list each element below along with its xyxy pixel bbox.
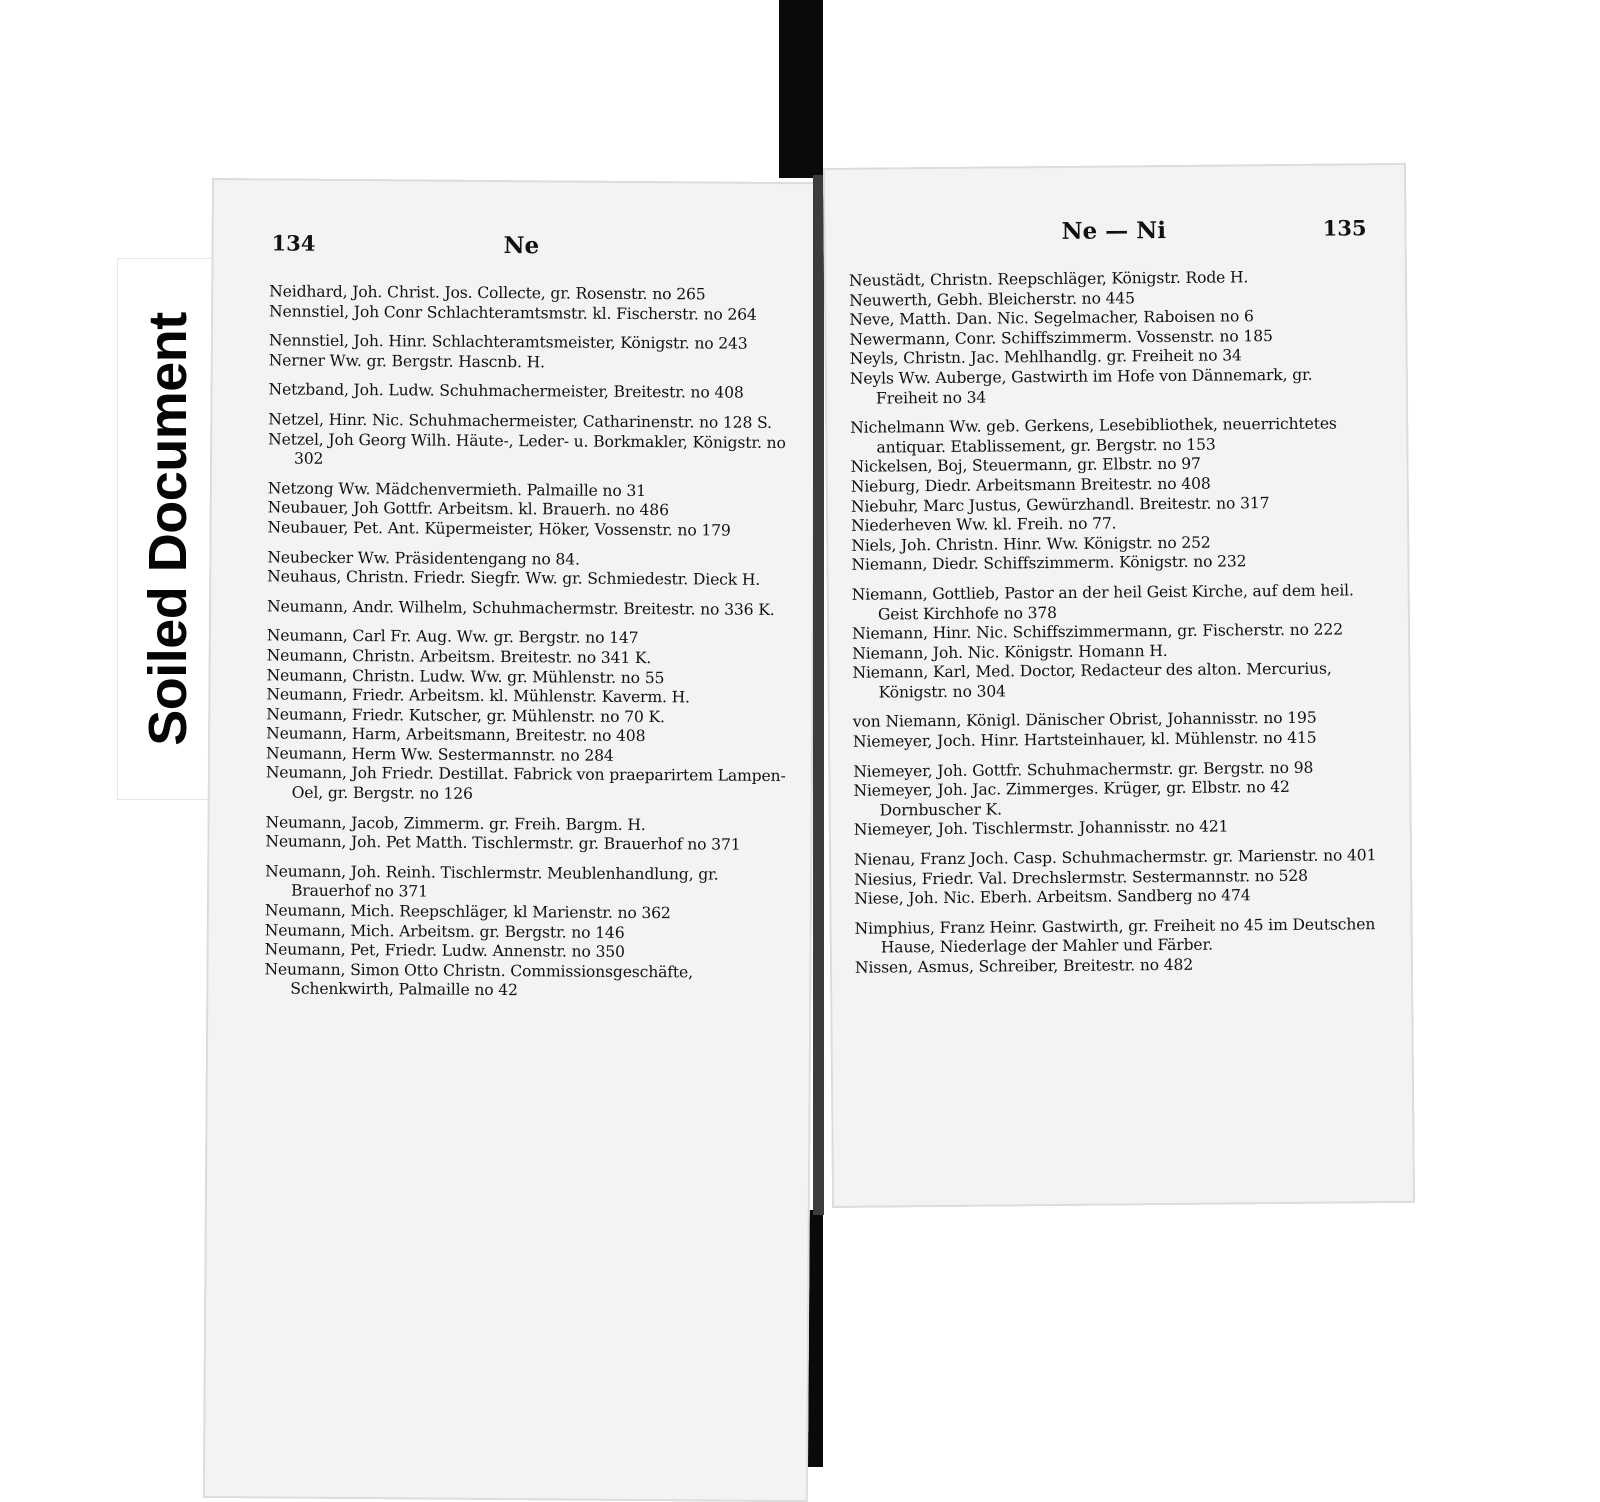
directory-entry: Niemeyer, Joh. Gottfr. Schuhmachermstr. gr. Bergstr. no 98	[853, 758, 1314, 781]
directory-entry: Newermann, Conr. Schiffszimmerm. Vossenstr. no 185	[849, 326, 1273, 349]
book-gutter	[813, 175, 824, 1215]
left-directory-list	[264, 282, 794, 1003]
right-directory-list	[849, 267, 1383, 978]
directory-entry: Nissen, Asmus, Schreiber, Breitestr. no 482	[854, 955, 1194, 977]
directory-entry: Niese, Joh. Nic. Eberh. Arbeitsm. Sandberg no 474	[854, 886, 1251, 908]
directory-entry: Neumann, Pet, Friedr. Ludw. Annenstr. no 350	[264, 940, 625, 962]
directory-entry: Niebuhr, Marc Justus, Gewürzhandl. Breitestr. no 317	[850, 493, 1270, 516]
directory-entry: Niemeyer, Joh. Tischlermstr. Johannisstr. no 421	[853, 817, 1229, 840]
directory-entry: Neumann, Christn. Arbeitsm. Breitestr. no 341 K.	[266, 646, 652, 667]
directory-entry: von Niemann, Königl. Dänischer Obrist, Johannisstr. no 195	[852, 709, 1317, 732]
directory-entry: Neumann, Mich. Reepschläger, kl Marienstr. no 362	[264, 901, 671, 923]
directory-entry: Niemann, Hinr. Nic. Schiffszimmermann, gr. Fischerstr. no 222	[851, 620, 1344, 643]
directory-entry: Nennstiel, Joh Conr Schlachteramtsmstr. kl. Fischerstr. no 264	[269, 301, 757, 324]
directory-entry: Neumann, Harm, Arbeitsmann, Breitestr. no 408	[266, 724, 646, 746]
directory-entry: Nienau, Franz Joch. Casp. Schuhmachermstr. gr. Marienstr. no 401	[853, 846, 1377, 869]
directory-entry: Niemann, Diedr. Schiffszimmerm. Königstr. no 232	[851, 552, 1247, 575]
directory-entry: Niesius, Friedr. Val. Drechslermstr. Sestermannstr. no 528	[854, 866, 1308, 889]
directory-entry: Neumann, Herm Ww. Sestermannstr. no 284	[265, 744, 614, 765]
directory-entry: Niemeyer, Joch. Hinr. Hartsteinhauer, kl. Mühlenstr. no 415	[852, 728, 1317, 751]
directory-entry: Neustädt, Christn. Reepschläger, Königstr. Rode H.	[848, 268, 1249, 290]
directory-entry: Neuwerth, Gebh. Bleicherstr. no 445	[849, 288, 1135, 310]
directory-entry: Nieburg, Diedr. Arbeitsmann Breitestr. no 408	[850, 474, 1211, 496]
left-running-head	[271, 230, 776, 268]
directory-entry: Neumann, Joh Friedr. Destillat. Fabrick von praeparirtem Lampen-Oel, gr. Bergstr. no 126	[265, 763, 786, 803]
directory-entry: Niemann, Gottlieb, Pastor an der heil Geist Kirche, auf dem heil. Geist Kirchhofe no 378	[851, 581, 1354, 624]
directory-entry: Neumann, Simon Otto Christn. Commissionsgeschäfte, Schenkwirth, Palmaille no 42	[264, 960, 693, 1000]
directory-entry: Nickelsen, Boj, Steuermann, gr. Elbstr. no 97	[850, 455, 1201, 477]
right-page	[823, 163, 1415, 1208]
left-page-number: 134	[271, 230, 316, 256]
stamp-label: Soiled Document	[138, 312, 198, 746]
directory-entry: Niemeyer, Joh. Jac. Zimmerges. Krüger, gr. Elbstr. no 42 Dornbuscher K.	[853, 778, 1290, 820]
directory-entry: Neumann, Jacob, Zimmerm. gr. Freih. Bargm. H.	[265, 813, 646, 834]
directory-entry: Niemann, Karl, Med. Doctor, Redacteur des alton. Mercurius, Königstr. no 304	[852, 659, 1332, 702]
directory-entry: Neumann, Friedr. Arbeitsm. kl. Mühlenstr. Kaverm. H.	[266, 685, 690, 707]
directory-entry: Neyls Ww. Auberge, Gastwirth im Hofe von Dännemark, gr. Freiheit no 34	[849, 365, 1313, 408]
right-running-head	[883, 215, 1366, 253]
directory-entry: Neumann, Friedr. Kutscher, gr. Mühlenstr. no 70 K.	[266, 705, 665, 726]
directory-entry: Niederheven Ww. kl. Freih. no 77.	[851, 514, 1117, 535]
directory-entry: Neumann, Joh. Reinh. Tischlermstr. Meublenhandlung, gr. Brauerhof no 371	[265, 862, 719, 901]
directory-entry: Neyls, Christn. Jac. Mehlhandlg. gr. Freiheit no 34	[849, 346, 1242, 369]
directory-entry: Neve, Matth. Dan. Nic. Segelmacher, Raboisen no 6	[849, 307, 1254, 329]
directory-entry: Neubauer, Pet. Ant. Küpermeister, Höker, Vossenstr. no 179	[267, 518, 731, 540]
left-page	[203, 178, 817, 1502]
directory-entry: Netzband, Joh. Ludw. Schuhmachermeister, Breitestr. no 408	[268, 380, 744, 403]
directory-entry: Nimphius, Franz Heinr. Gastwirth, gr. Freiheit no 45 im Deutschen Hause, Niederlage der Mahler und Färber.	[854, 915, 1376, 957]
directory-entry: Netzong Ww. Mädchenvermieth. Palmaille no 31	[267, 479, 647, 500]
directory-entry: Niels, Joh. Christn. Hinr. Ww. Königstr. no 252	[851, 533, 1211, 555]
directory-entry: Niemann, Joh. Nic. Königstr. Homann H.	[852, 641, 1168, 663]
directory-entry: Nerner Ww. gr. Bergstr. Hascnb. H.	[268, 351, 545, 372]
directory-entry: Netzel, Hinr. Nic. Schuhmachermeister, Catharinenstr. no 128 S.	[268, 410, 772, 432]
right-page-number: 135	[1322, 215, 1367, 241]
directory-entry: Neubecker Ww. Präsidentengang no 84.	[267, 547, 580, 569]
left-page-heading: Ne	[503, 232, 540, 260]
right-page-heading: Ne — Ni	[1061, 217, 1167, 245]
soiled-document-stamp	[117, 258, 219, 800]
directory-entry: Nichelmann Ww. geb. Gerkens, Lesebibliothek, neuerrichtetes antiquar. Etablissement, gr. Bergstr. no 153	[850, 414, 1337, 457]
directory-entry: Neumann, Christn. Ludw. Ww. gr. Mühlenstr. no 55	[266, 665, 665, 687]
directory-entry: Neidhard, Joh. Christ. Jos. Collecte, gr. Rosenstr. no 265	[269, 282, 706, 304]
directory-entry: Neumann, Andr. Wilhelm, Schuhmachermstr. Breitestr. no 336 K.	[266, 597, 775, 619]
directory-entry: Netzel, Joh Georg Wilh. Häute-, Leder- u. Borkmakler, Königstr. no 302	[268, 429, 786, 468]
binding-strap-top	[779, 0, 823, 178]
directory-entry: Neubauer, Joh Gottfr. Arbeitsm. kl. Brauerh. no 486	[267, 498, 669, 520]
directory-entry: Neumann, Mich. Arbeitsm. gr. Bergstr. no 146	[264, 921, 625, 942]
directory-entry: Nennstiel, Joh. Hinr. Schlachteramtsmeister, Königstr. no 243	[268, 331, 748, 353]
directory-entry: Neumann, Joh. Pet Matth. Tischlermstr. gr. Brauerhof no 371	[265, 832, 741, 854]
directory-entry: Neumann, Carl Fr. Aug. Ww. gr. Bergstr. no 147	[266, 626, 639, 648]
directory-entry: Neuhaus, Christn. Friedr. Siegfr. Ww. gr. Schmiedestr. Dieck H.	[267, 567, 761, 589]
